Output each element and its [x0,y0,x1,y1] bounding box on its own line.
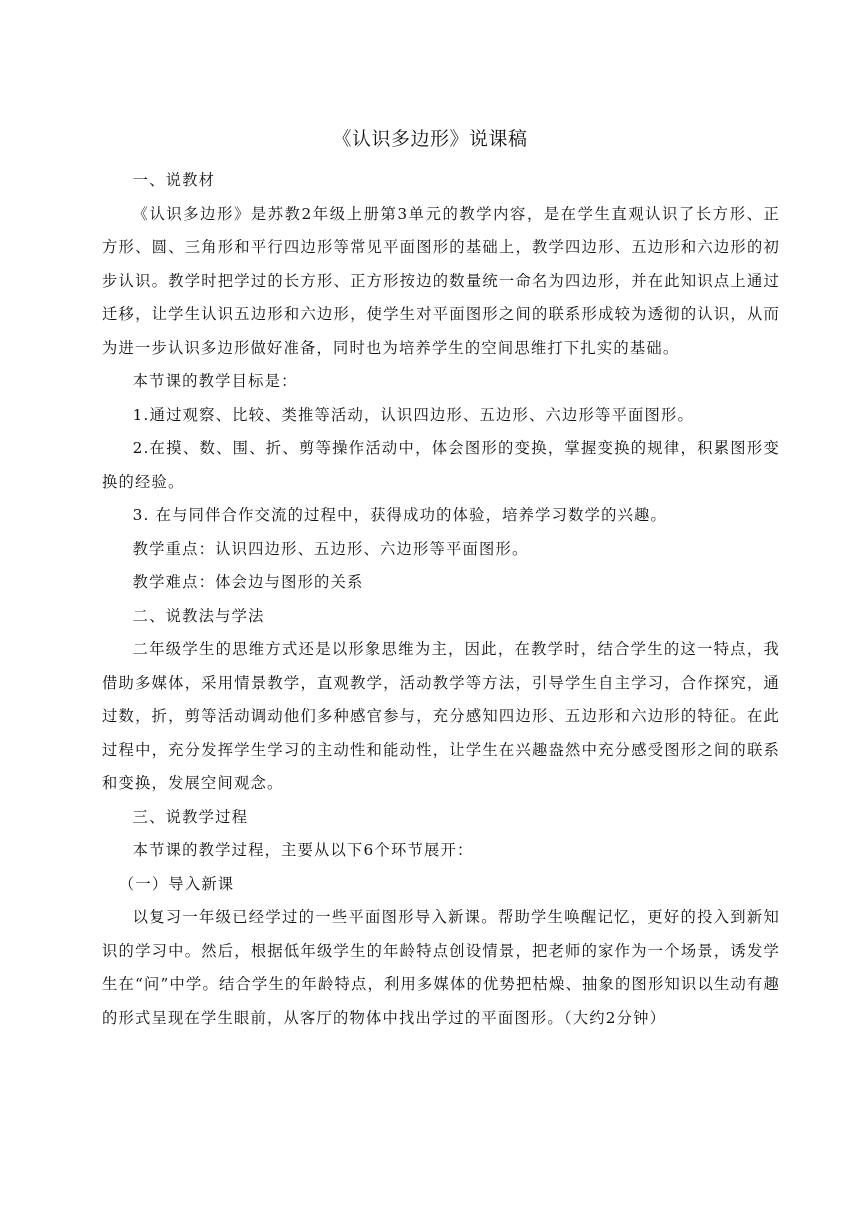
teaching-difficulty: 教学难点：体会边与图形的关系 [132,573,364,591]
paragraph-intro-lesson: 以复习一年级已经学过的一些平面图形导入新课。帮助学生唤醒记忆，更好的投入到新知识的学习中。然后，根据低年级学生的年龄特点创设情景，把老师的家作为一个场景，诱发学生在“问”中学。结合学生的年龄特点，利用多媒体的优势把枯燥、抽象的图形知识以生动有趣的形式呈现在学生眼前，从客厅的物体中找出学过的平面图形。（大约2分钟） [102,908,780,1027]
goal-item-1: 1.通过观察、比较、类推等活动，认识四边形、五边形、六边形等平面图形。 [132,405,694,424]
section-heading-textbook: 一、说教材 [132,171,216,189]
goal-item-3: 3. 在与同伴合作交流的过程中，获得成功的体验，培养学习数学的兴趣。 [132,506,668,524]
paragraph-methods: 二年级学生的思维方式还是以形象思维为主，因此，在教学时，结合学生的这一特点，我借助多媒体，采用情景教学，直观教学，活动教学等方法，引导学生自主学习，合作探究，通过数，折，剪等活动调动他们多种感官参与，充分感知四边形、五边形和六边形的特征。在此过程中，充分发挥学生学习的主动性和能动性，让学生在兴趣盎然中充分感受图形之间的联系和变换，发展空间观念。 [102,640,780,792]
subsection-heading-intro: （一）导入新课 [118,874,235,893]
paragraph-process-intro: 本节课的教学过程，主要从以下6个环节展开： [132,841,474,859]
teaching-focus: 教学重点：认识四边形、五边形、六边形等平面图形。 [132,539,529,558]
paragraph-textbook-intro: 《认识多边形》是苏教2年级上册第3单元的教学内容，是在学生直观认识了长方形、正方形、圆、三角形和平行四边形等常见平面图形的基础上，教学四边形、五边形和六边形的初步认识。教学时把学过的长方形、正方形按边的数量统一命名为四边形，并在此知识点上通过迁移，让学生认识五边形和六边形，使学生对平面图形之间的联系形成较为透彻的认识，从而为进一步认识多边形做好准备，同时也为培养学生的空间思维打下扎实的基础。 [102,204,780,357]
paragraph-goals-intro: 本节课的教学目标是： [132,372,298,390]
section-heading-methods: 二、说教法与学法 [132,606,265,625]
goal-item-2: 2.在摸、数、围、折、剪等操作活动中，体会图形的变换，掌握变换的规律，积累图形变换的经验。 [102,439,780,491]
document-title: 《认识多边形》说课稿 [332,128,528,150]
section-heading-process: 三、说教学过程 [132,807,249,826]
document-body [102,164,780,1035]
